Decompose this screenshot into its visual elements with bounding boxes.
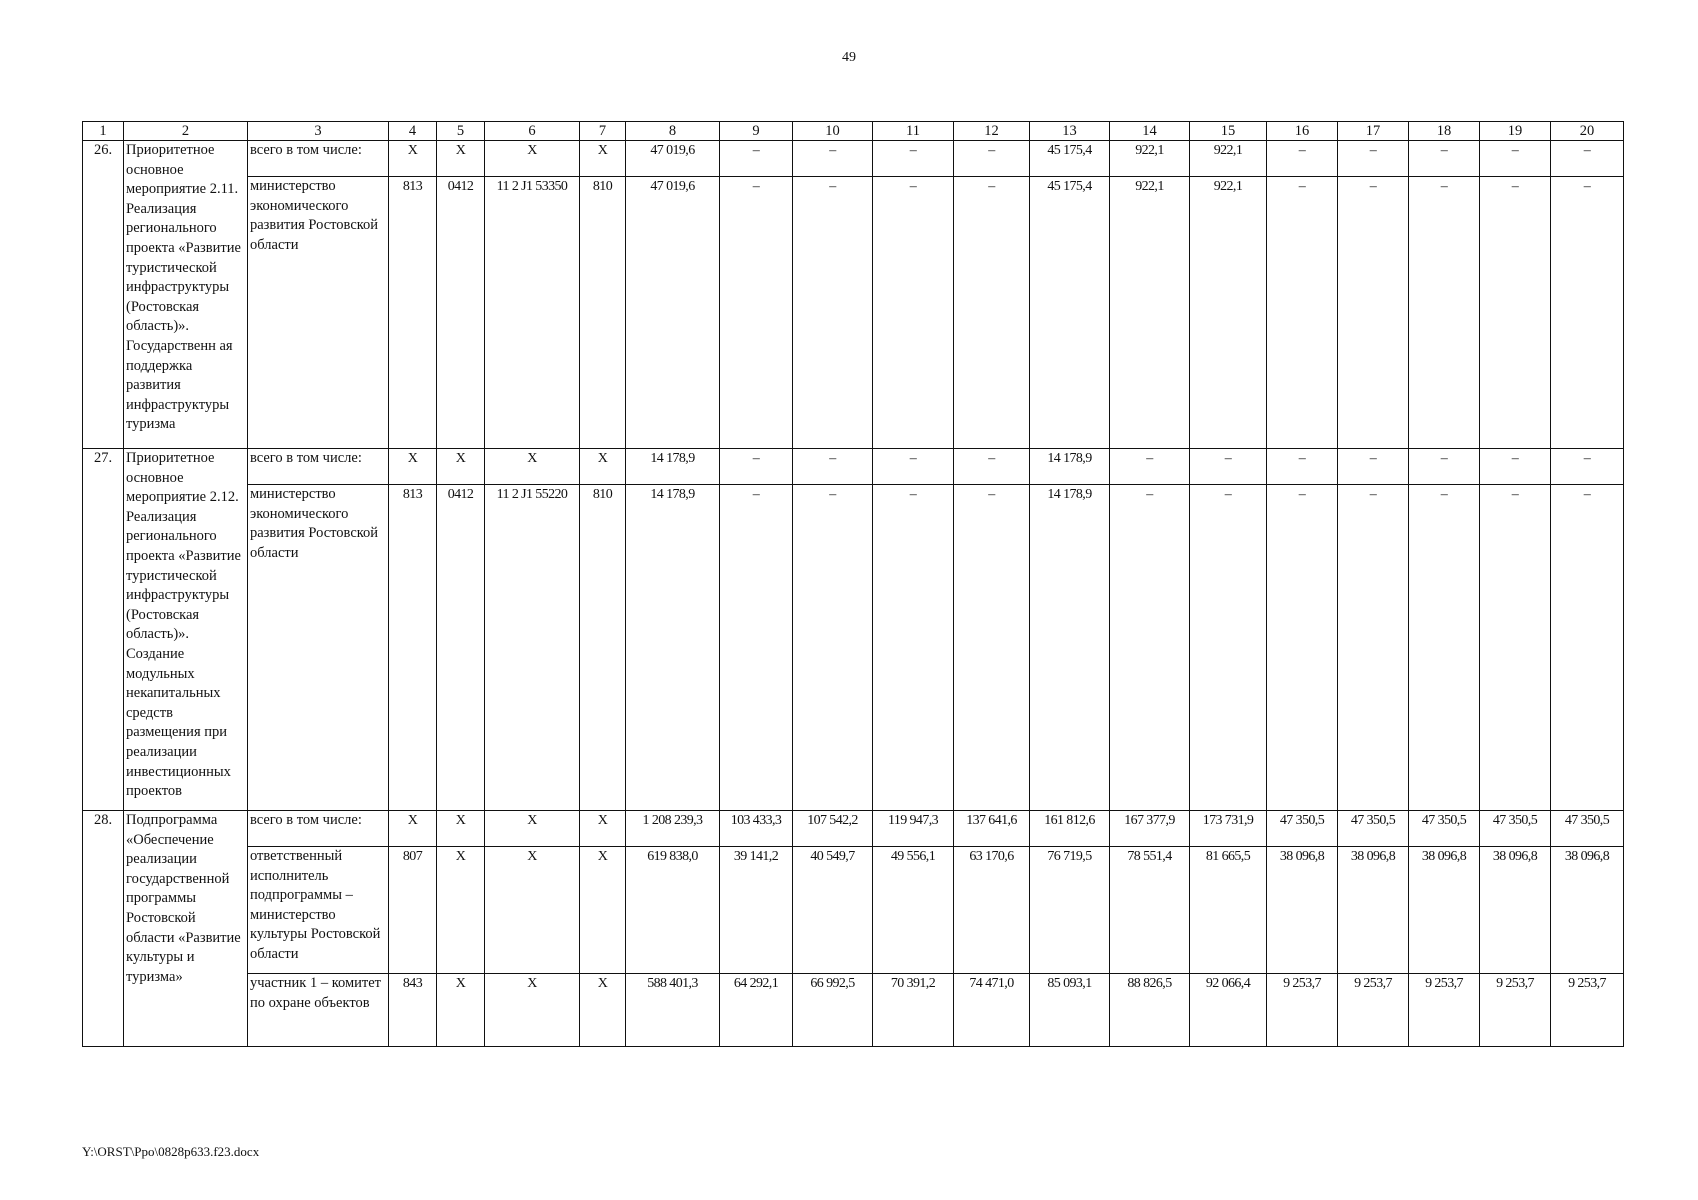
- amount-cell: 38 096,8: [1267, 847, 1338, 974]
- budget-code-cell: 810: [580, 485, 626, 811]
- amount-cell: –: [954, 141, 1030, 177]
- amount-cell: 14 178,9: [1030, 485, 1110, 811]
- amount-cell: –: [1338, 449, 1409, 485]
- column-number-cell: 5: [437, 122, 485, 141]
- amount-cell: 47 350,5: [1480, 811, 1551, 847]
- column-number-cell: 18: [1409, 122, 1480, 141]
- amount-cell: 922,1: [1110, 177, 1190, 449]
- amount-cell: 47 350,5: [1409, 811, 1480, 847]
- activity-name: Приоритетное основное мероприятие 2.12. Реализация регионального проекта «Развитие туристической инфраструктуры (Ростовская область)». Создание модульных некапитальных средств размещения при реализации инвестиционных проектов: [124, 449, 248, 811]
- amount-cell: –: [1480, 177, 1551, 449]
- amount-cell: 137 641,6: [954, 811, 1030, 847]
- row-number: 28.: [83, 811, 124, 1047]
- executor-cell: всего в том числе:: [248, 449, 389, 485]
- budget-code-cell: X: [437, 974, 485, 1047]
- budget-code-cell: X: [580, 847, 626, 974]
- amount-cell: 38 096,8: [1480, 847, 1551, 974]
- amount-cell: –: [954, 449, 1030, 485]
- amount-cell: –: [1409, 485, 1480, 811]
- amount-cell: 14 178,9: [626, 449, 720, 485]
- column-number-cell: 14: [1110, 122, 1190, 141]
- executor-cell: министерство экономического развития Ростовской области: [248, 485, 389, 811]
- amount-cell: 81 665,5: [1190, 847, 1267, 974]
- budget-code-cell: 843: [389, 974, 437, 1047]
- column-number-cell: 6: [485, 122, 580, 141]
- table-row: [83, 141, 1624, 177]
- table-subrow: [83, 847, 1624, 974]
- amount-cell: –: [1338, 485, 1409, 811]
- amount-cell: 88 826,5: [1110, 974, 1190, 1047]
- budget-code-cell: X: [437, 847, 485, 974]
- budget-code-cell: 0412: [437, 177, 485, 449]
- amount-cell: –: [954, 177, 1030, 449]
- amount-cell: –: [1338, 141, 1409, 177]
- amount-cell: 47 019,6: [626, 141, 720, 177]
- amount-cell: –: [720, 177, 793, 449]
- amount-cell: –: [793, 485, 873, 811]
- amount-cell: –: [1551, 177, 1624, 449]
- budget-table: [82, 121, 1624, 1047]
- table-subrow: [83, 485, 1624, 811]
- amount-cell: 47 350,5: [1267, 811, 1338, 847]
- amount-cell: 47 350,5: [1551, 811, 1624, 847]
- amount-cell: 588 401,3: [626, 974, 720, 1047]
- column-number-cell: 9: [720, 122, 793, 141]
- budget-code-cell: 810: [580, 177, 626, 449]
- executor-cell: министерство экономического развития Ростовской области: [248, 177, 389, 449]
- amount-cell: 76 719,5: [1030, 847, 1110, 974]
- column-number-cell: 16: [1267, 122, 1338, 141]
- column-number-cell: 12: [954, 122, 1030, 141]
- column-number-cell: 1: [83, 122, 124, 141]
- amount-cell: –: [1190, 449, 1267, 485]
- table-subrow: [83, 974, 1624, 1047]
- amount-cell: –: [873, 177, 954, 449]
- table-row: [83, 449, 1624, 485]
- amount-cell: 1 208 239,3: [626, 811, 720, 847]
- amount-cell: –: [1110, 485, 1190, 811]
- budget-code-cell: 11 2 J1 53350: [485, 177, 580, 449]
- budget-code-cell: X: [389, 811, 437, 847]
- budget-code-cell: X: [580, 141, 626, 177]
- column-number-cell: 10: [793, 122, 873, 141]
- amount-cell: 66 992,5: [793, 974, 873, 1047]
- amount-cell: 119 947,3: [873, 811, 954, 847]
- amount-cell: 38 096,8: [1409, 847, 1480, 974]
- amount-cell: –: [873, 449, 954, 485]
- column-number-cell: 7: [580, 122, 626, 141]
- column-number-cell: 4: [389, 122, 437, 141]
- budget-code-cell: 813: [389, 177, 437, 449]
- amount-cell: –: [873, 141, 954, 177]
- amount-cell: –: [1480, 485, 1551, 811]
- column-number-cell: 15: [1190, 122, 1267, 141]
- amount-cell: –: [720, 141, 793, 177]
- amount-cell: –: [954, 485, 1030, 811]
- column-number-cell: 19: [1480, 122, 1551, 141]
- column-number-cell: 2: [124, 122, 248, 141]
- budget-code-cell: 0412: [437, 485, 485, 811]
- amount-cell: 9 253,7: [1551, 974, 1624, 1047]
- amount-cell: –: [1409, 141, 1480, 177]
- amount-cell: 92 066,4: [1190, 974, 1267, 1047]
- amount-cell: –: [793, 141, 873, 177]
- amount-cell: –: [720, 485, 793, 811]
- amount-cell: –: [1267, 141, 1338, 177]
- budget-code-cell: 807: [389, 847, 437, 974]
- amount-cell: 47 350,5: [1338, 811, 1409, 847]
- amount-cell: 14 178,9: [1030, 449, 1110, 485]
- amount-cell: –: [1480, 141, 1551, 177]
- budget-code-cell: X: [580, 974, 626, 1047]
- budget-code-cell: X: [485, 141, 580, 177]
- budget-code-cell: X: [389, 449, 437, 485]
- table-body: [83, 122, 1624, 1047]
- column-number-cell: 8: [626, 122, 720, 141]
- budget-code-cell: X: [437, 141, 485, 177]
- amount-cell: 9 253,7: [1338, 974, 1409, 1047]
- amount-cell: 47 019,6: [626, 177, 720, 449]
- amount-cell: 45 175,4: [1030, 141, 1110, 177]
- amount-cell: 161 812,6: [1030, 811, 1110, 847]
- activity-name: Приоритетное основное мероприятие 2.11. Реализация регионального проекта «Развитие туристической инфраструктуры (Ростовская область)». Государственн ая поддержка развития инфраструктуры туризма: [124, 141, 248, 449]
- amount-cell: 619 838,0: [626, 847, 720, 974]
- amount-cell: 14 178,9: [626, 485, 720, 811]
- amount-cell: 70 391,2: [873, 974, 954, 1047]
- amount-cell: 38 096,8: [1338, 847, 1409, 974]
- amount-cell: –: [873, 485, 954, 811]
- amount-cell: 107 542,2: [793, 811, 873, 847]
- amount-cell: –: [1267, 485, 1338, 811]
- amount-cell: –: [1190, 485, 1267, 811]
- amount-cell: 9 253,7: [1409, 974, 1480, 1047]
- amount-cell: 922,1: [1190, 141, 1267, 177]
- amount-cell: 45 175,4: [1030, 177, 1110, 449]
- amount-cell: 39 141,2: [720, 847, 793, 974]
- amount-cell: –: [1480, 449, 1551, 485]
- amount-cell: –: [1551, 141, 1624, 177]
- budget-code-cell: 11 2 J1 55220: [485, 485, 580, 811]
- amount-cell: 85 093,1: [1030, 974, 1110, 1047]
- column-number-cell: 20: [1551, 122, 1624, 141]
- column-number-cell: 13: [1030, 122, 1110, 141]
- budget-code-cell: 813: [389, 485, 437, 811]
- executor-cell: всего в том числе:: [248, 141, 389, 177]
- amount-cell: 9 253,7: [1480, 974, 1551, 1047]
- amount-cell: 74 471,0: [954, 974, 1030, 1047]
- budget-code-cell: X: [485, 974, 580, 1047]
- amount-cell: 167 377,9: [1110, 811, 1190, 847]
- amount-cell: 49 556,1: [873, 847, 954, 974]
- amount-cell: 922,1: [1190, 177, 1267, 449]
- column-number-cell: 17: [1338, 122, 1409, 141]
- page-number: 49: [842, 50, 856, 65]
- amount-cell: 64 292,1: [720, 974, 793, 1047]
- table-row: [83, 811, 1624, 847]
- budget-code-cell: X: [485, 847, 580, 974]
- row-number: 26.: [83, 141, 124, 449]
- budget-code-cell: X: [485, 449, 580, 485]
- amount-cell: –: [1267, 449, 1338, 485]
- amount-cell: –: [1338, 177, 1409, 449]
- budget-code-cell: X: [580, 811, 626, 847]
- amount-cell: –: [720, 449, 793, 485]
- executor-cell: ответственный исполнитель подпрограммы – министерство культуры Ростовской области: [248, 847, 389, 974]
- amount-cell: –: [1551, 449, 1624, 485]
- amount-cell: 40 549,7: [793, 847, 873, 974]
- column-number-row: [83, 122, 1624, 141]
- file-path-footer: Y:\ORST\Ppo\0828p633.f23.docx: [82, 1144, 260, 1159]
- budget-code-cell: X: [437, 449, 485, 485]
- budget-code-cell: X: [389, 141, 437, 177]
- column-number-cell: 11: [873, 122, 954, 141]
- column-number-cell: 3: [248, 122, 389, 141]
- row-number: 27.: [83, 449, 124, 811]
- amount-cell: 78 551,4: [1110, 847, 1190, 974]
- budget-code-cell: X: [485, 811, 580, 847]
- amount-cell: –: [1409, 449, 1480, 485]
- executor-cell: участник 1 – комитет по охране объектов: [248, 974, 389, 1047]
- amount-cell: –: [1110, 449, 1190, 485]
- amount-cell: –: [793, 177, 873, 449]
- amount-cell: 63 170,6: [954, 847, 1030, 974]
- amount-cell: –: [1551, 485, 1624, 811]
- executor-cell: всего в том числе:: [248, 811, 389, 847]
- table-subrow: [83, 177, 1624, 449]
- amount-cell: –: [793, 449, 873, 485]
- amount-cell: 103 433,3: [720, 811, 793, 847]
- budget-code-cell: X: [580, 449, 626, 485]
- amount-cell: 173 731,9: [1190, 811, 1267, 847]
- amount-cell: 38 096,8: [1551, 847, 1624, 974]
- amount-cell: –: [1409, 177, 1480, 449]
- amount-cell: 9 253,7: [1267, 974, 1338, 1047]
- amount-cell: –: [1267, 177, 1338, 449]
- activity-name: Подпрограмма «Обеспечение реализации государственной программы Ростовской области «Развитие культуры и туризма»: [124, 811, 248, 1047]
- amount-cell: 922,1: [1110, 141, 1190, 177]
- budget-code-cell: X: [437, 811, 485, 847]
